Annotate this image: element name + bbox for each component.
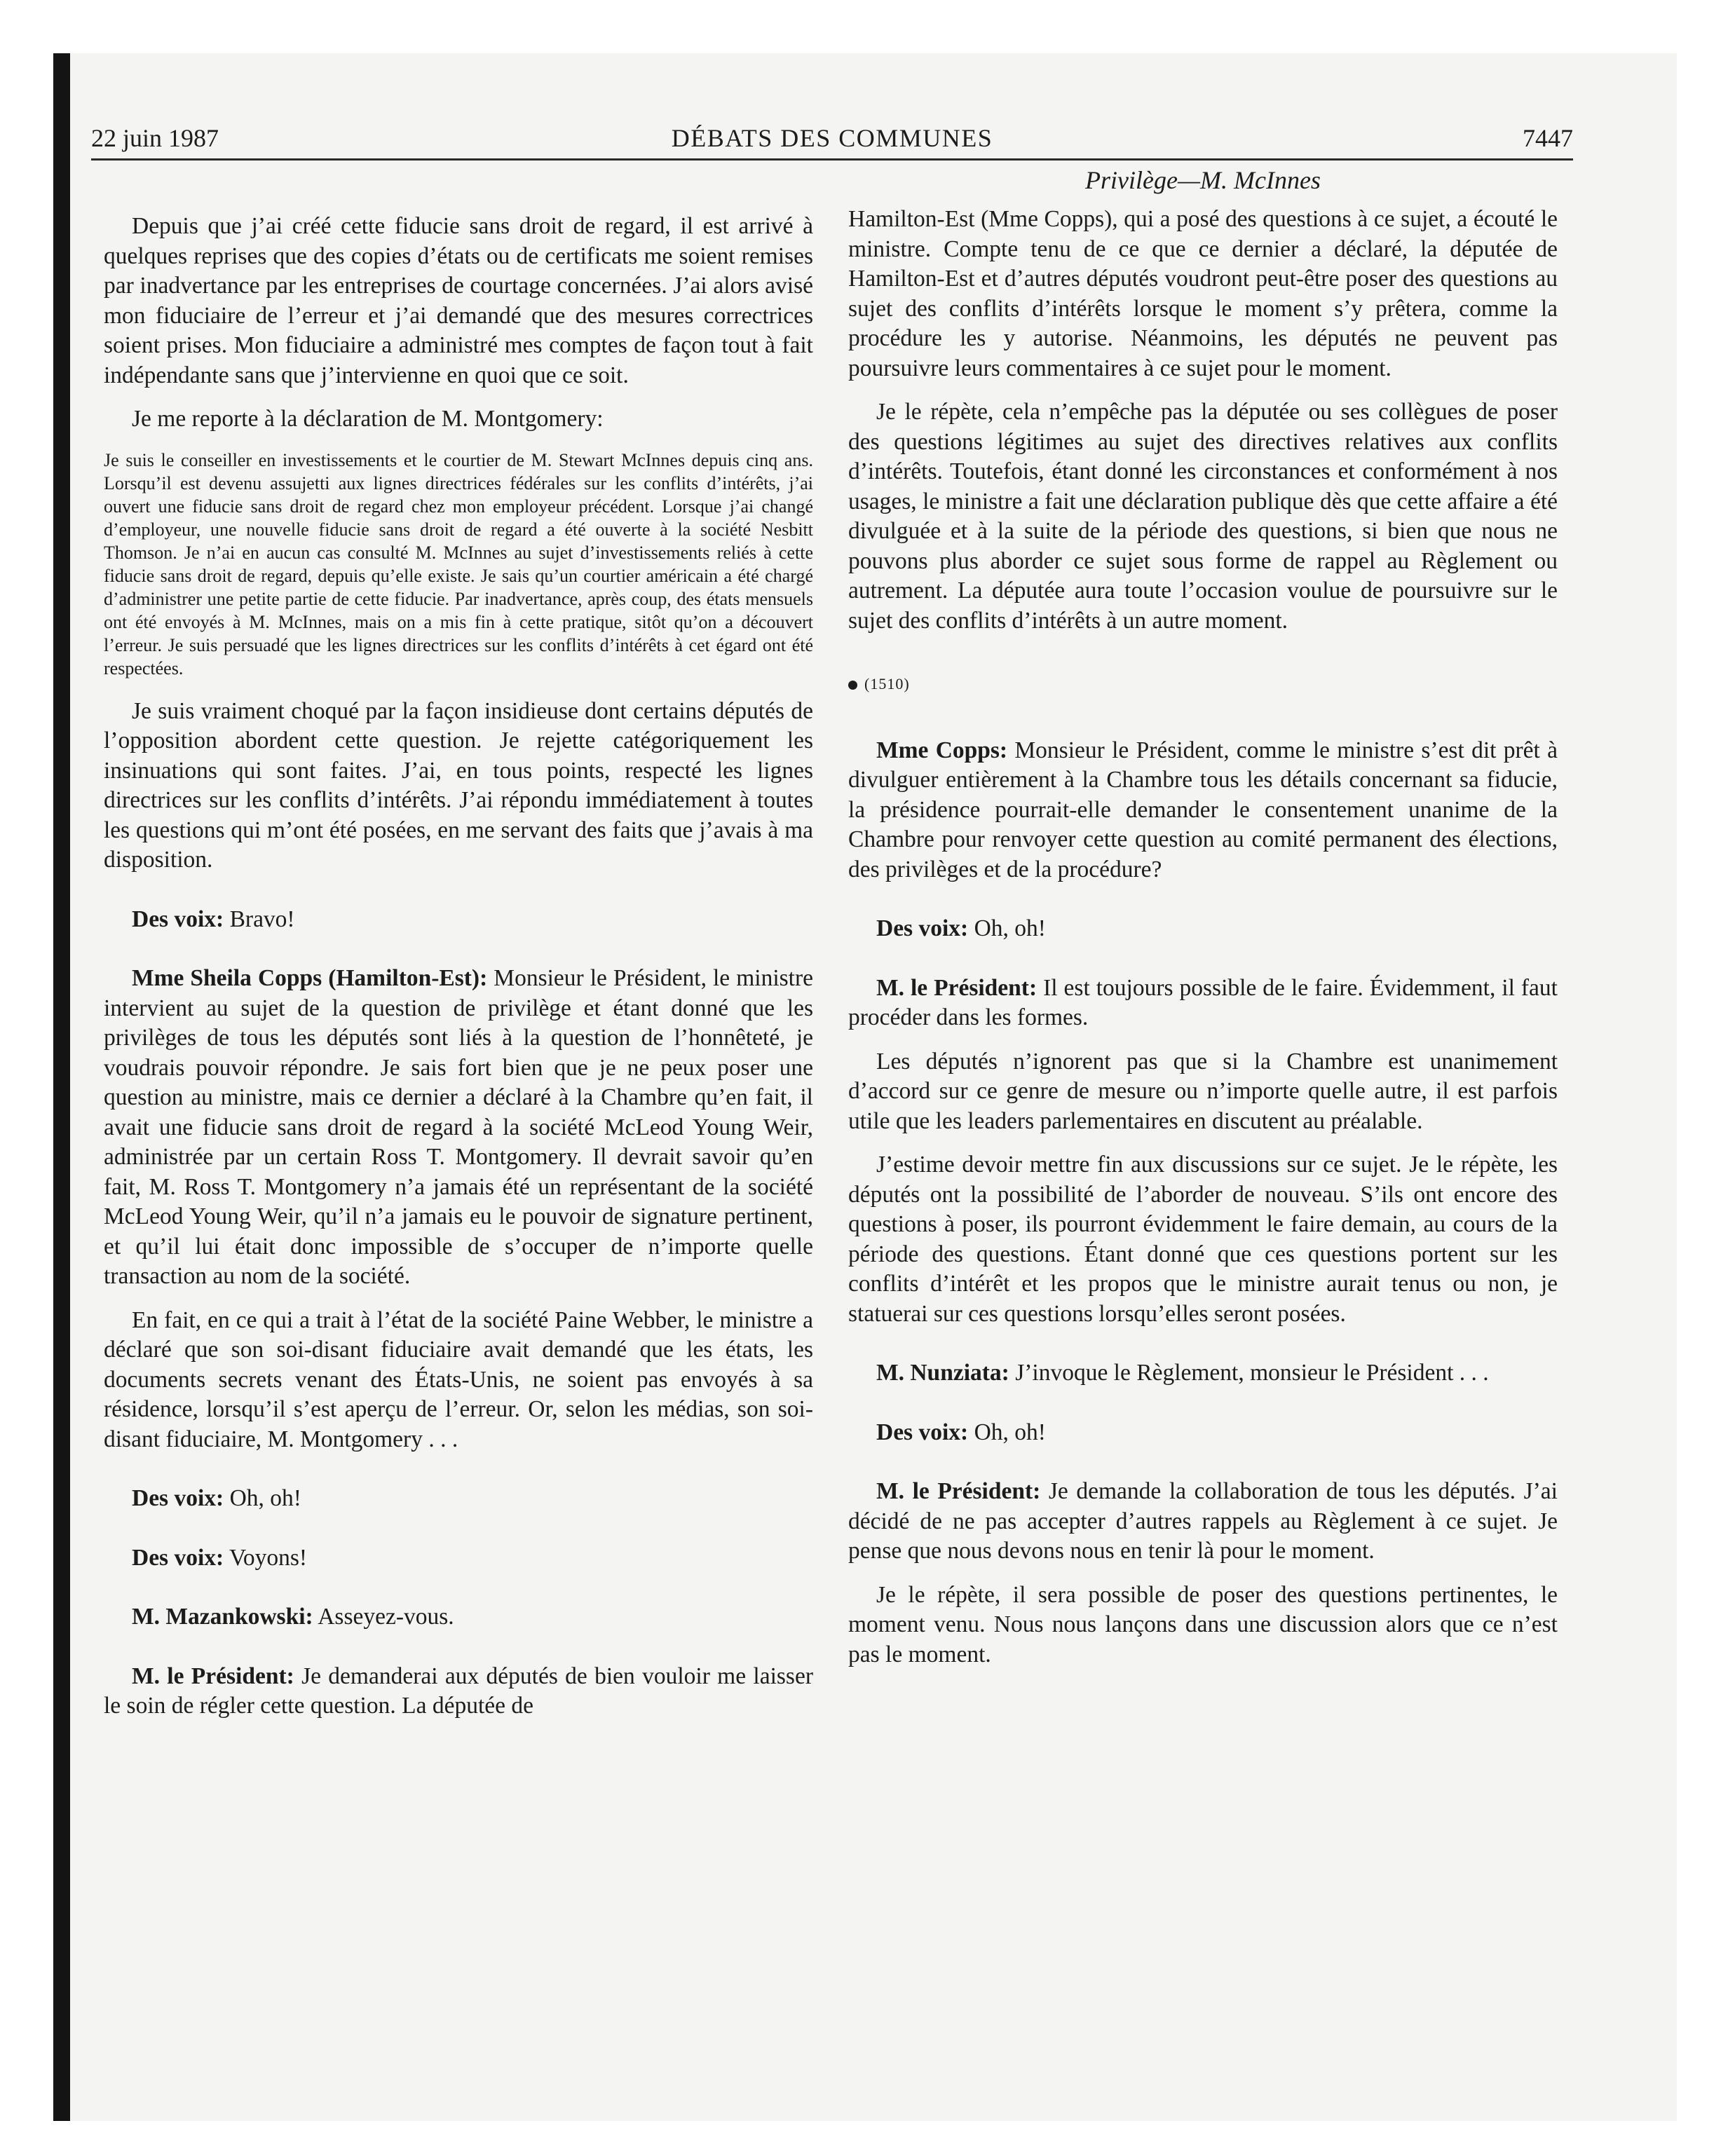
speech — [104, 1543, 813, 1574]
speaker-name: M. Mazankowski: — [132, 1604, 313, 1630]
quoted-statement: Je suis le conseiller en investissements et le courtier de M. Stewart McInnes depuis cinq ans. Lorsqu’il est devenu assujetti aux lignes directrices fédérales sur les conflits d’intérêts, j’ai ouvert une fiducie sans droit de regard chez mon employeur précédent. Lorsque j’ai changé d’employeur, une nouvelle fiducie sans droit de regard a été ouverte à la société Nesbitt Thomson. Je n’ai en aucun cas consulté M. McInnes au sujet d’investissements reliés à cette fiducie sans droit de regard, depuis qu’elle existe. Je sais qu’un courtier américain a été chargé d’administrer une petite partie de cette fiducie. Par inadvertance, après coup, des états mensuels ont été envoyés à M. McInnes, mais on a mis fin à cette pratique, sitôt qu’on a découvert l’erreur. Je suis persuadé que les lignes directrices sur les conflits d’intérêts à cet égard ont été respectées. — [104, 449, 813, 678]
scan-edge-shadow — [53, 53, 70, 2121]
speech-text: Oh, oh! — [224, 1485, 301, 1511]
paragraph: Je le répète, il sera possible de poser des questions pertinentes, le moment venu. Nous nous lançons dans une discussion alors que ce n’est pas le moment. — [848, 1581, 1558, 1667]
speech-text: Il est toujours possible de le faire. Évidemment, il faut procéder dans les formes. — [848, 974, 1558, 1030]
paragraph: Hamilton-Est (Mme Copps), qui a posé des questions à ce sujet, a écouté le ministre. Compte tenu de ce que ce dernier a déclaré, la députée de Hamilton-Est et d’autres députés voudront peut-être poser des questions au sujet des conflits d’intérêts lorsque le moment s’y prêtera, comme la procédure les y autorise. Néanmoins, les députés ne peuvent pas poursuivre leurs commentaires à ce sujet pour le moment. — [848, 206, 1558, 381]
speech-text: Oh, oh! — [968, 915, 1046, 941]
speech-text: Monsieur le Président, le ministre intervient au sujet de la question de privilège et étant donné que les privilèges de tous les députés sont liés à la question de l’honnêteté, je voudrais pouvoir répondre. Je sais fort bien que je ne peux poser une question au ministre, mais ce dernier a déclaré à la Chambre qu’en fait, il avait une fiducie sans droit de regard à la société McLeod Young Weir, administrée par un certain Ross T. Montgomery. Il devrait savoir qu’en fait, M. Ross T. Montgomery n’a jamais été un représentant de la société McLeod Young Weir, qu’il n’a jamais eu le pouvoir de signature pertinent, et qu’il lui était donc impossible de s’occuper de n’importe quelle transaction au nom de la société. — [104, 965, 813, 1289]
speech-text: Bravo! — [224, 906, 295, 932]
paragraph: En fait, en ce qui a trait à l’état de la société Paine Webber, le ministre a déclaré que son soi-disant fiduciaire avait demandé que les états, les documents secrets venant des États-Unis, ne soient pas envoyés à sa résidence, lorsqu’il s’est aperçu de l’erreur. Or, selon les médias, son soi-disant fiduciaire, M. Montgomery . . . — [104, 1306, 813, 1452]
speech — [848, 736, 1558, 885]
paragraph: J’estime devoir mettre fin aux discussions sur ce sujet. Je le répète, les députés ont la possibilité de l’aborder de nouveau. S’ils ont encore des questions à poser, ils pourront évidemment le faire demain, au cours de la période des questions. Étant donné que ces questions portent sur les conflits d’intérêt et les propos que le ministre aurait tenus ou non, je statuerai sur ces questions lorsqu’elles seront posées. — [848, 1152, 1558, 1327]
header-date: 22 juin 1987 — [91, 124, 219, 152]
paragraph: Je le répète, cela n’empêche pas la députée ou ses collègues de poser des questions légitimes au sujet des directives relatives aux conflits d’intérêts. Toutefois, étant donné les circonstances et conformément à nos usages, le ministre a fait une déclaration publique dès que cette affaire a été divulguée et à la suite de la période des questions, si bien que nous ne pouvons plus aborder ce sujet sous forme de rappel au Règlement ou autrement. La députée aura toute l’occasion voulue de poursuivre sur le sujet des conflits d’intérêts à un autre moment. — [848, 399, 1558, 634]
speaker-name: M. le Président: — [876, 1478, 1041, 1504]
speaker-name: M. Nunziata: — [876, 1360, 1009, 1386]
speaker-name: Des voix: — [876, 1419, 969, 1445]
speaker-name: Des voix: — [132, 906, 224, 932]
speech — [104, 905, 813, 935]
speech — [848, 1418, 1558, 1448]
speech — [104, 1662, 813, 1721]
speech-text: Asseyez-vous. — [313, 1604, 454, 1630]
speech-text: J’invoque le Règlement, monsieur le Président . . . — [1009, 1360, 1489, 1386]
speaker-name: Des voix: — [876, 915, 969, 941]
left-column — [104, 212, 813, 1735]
time-marker — [848, 669, 1558, 700]
time-marker-text: (1510) — [864, 675, 910, 692]
paragraph: Je me reporte à la déclaration de M. Montgomery: — [132, 406, 604, 432]
paragraph: Depuis que j’ai créé cette fiducie sans droit de regard, il est arrivé à quelques reprises que des copies d’états ou de certificats me soient remises par inadvertance par les entreprises de courtage concernées. J’ai alors avisé mon fiduciaire de l’erreur et j’ai demandé que des mesures correctrices soient prises. Mon fiduciaire a administré mes comptes de façon tout à fait indépendante sans que j’intervienne en quoi que ce soit. — [104, 213, 813, 388]
speaker-name: Mme Sheila Copps (Hamilton-Est): — [132, 965, 488, 991]
speech-text: Je demanderai aux députés de bien vouloir me laisser le soin de régler cette question. La députée de — [104, 1663, 813, 1719]
speaker-name: M. le Président: — [876, 974, 1037, 1001]
speech — [848, 914, 1558, 944]
paragraph: Je suis vraiment choqué par la façon insidieuse dont certains députés de l’opposition abordent cette question. Je rejette catégoriquement les insinuations qui sont faites. J’ai, en tous points, respecté les lignes directrices sur les conflits d’intérêts. J’ai répondu immédiatement à toutes les questions qui m’ont été posées, en me servant des faits que j’avais à ma disposition. — [104, 697, 813, 873]
section-subheader: Privilège—M. McInnes — [1085, 166, 1321, 194]
speech — [848, 1477, 1558, 1567]
speaker-name: Des voix: — [132, 1485, 224, 1511]
speech-text: Monsieur le Président, comme le ministre s’est dit prêt à divulguer entièrement à la Chambre tous les détails concernant sa fiducie, la présidence pourrait-elle demander le consentement unanime de la Chambre pour renvoyer cette question au comité permanent des élections, des privilèges et de la procédure? — [848, 737, 1558, 882]
speech-text: Je demande la collaboration de tous les députés. J’ai décidé de ne pas accepter d’autres rappels au Règlement à ce sujet. Je pense que nous devons nous en tenir là pour le moment. — [848, 1478, 1558, 1564]
header-page-number: 7447 — [1523, 124, 1573, 152]
speech-text: Oh, oh! — [968, 1419, 1046, 1445]
header-title: DÉBATS DES COMMUNES — [671, 124, 993, 152]
speech — [104, 1602, 813, 1632]
speaker-name: Des voix: — [132, 1544, 224, 1571]
right-column — [848, 205, 1558, 1684]
speech-text: Voyons! — [224, 1544, 308, 1571]
speech — [848, 1358, 1558, 1389]
speech — [848, 974, 1558, 1033]
speaker-name: Mme Copps: — [876, 737, 1008, 763]
speaker-name: M. le Président: — [132, 1663, 294, 1689]
speech — [104, 964, 813, 1292]
speech — [104, 1484, 813, 1514]
bullet-icon — [848, 681, 857, 690]
page-header — [91, 116, 1573, 161]
paragraph: Les députés n’ignorent pas que si la Chambre est unanimement d’accord sur ce genre de mesure ou n’importe quelle autre, il est parfois utile que les leaders parlementaires en discutent au préalable. — [848, 1048, 1558, 1134]
